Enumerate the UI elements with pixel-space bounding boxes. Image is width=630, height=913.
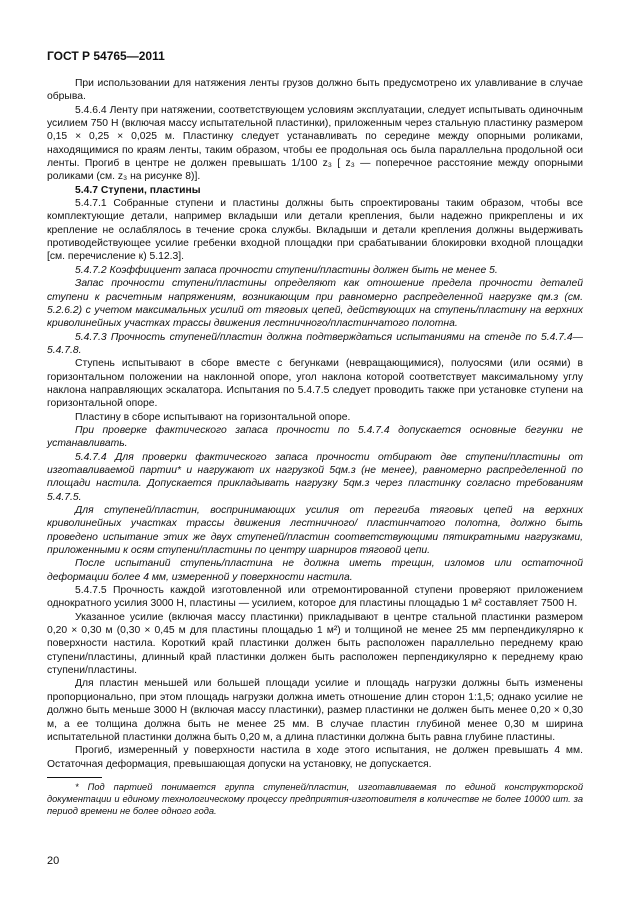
paragraph: Запас прочности ступени/пластины определяют как отношение предела прочности деталей ступени к расчетным напряжениям, возникающим при равномерно распределенной нагрузке qм.з (см. 5.2.6.2) с учетом максимальных усилий от тяговых цепей, действующих на ступень/пластину на верхних криволинейных участках трассы движения лестничного/пластинчатого полотна. [47,278,583,330]
paragraph: 5.4.6.4 Ленту при натяжении, соответствующем условиям эксплуатации, следует испытывать одиночным усилием 750 Н (включая массу испытательной пластинки), приложенным через стальную пластинку размером 0,15 × 0,25 × 0,025 м. Пластинку следует устанавливать по середине между опорными роликами, находящимися по краям ленты, таким образом, чтобы ее продольная ось была параллельна продольной оси ленты. Прогиб в центре не должен превышать 1/100 z₃ [ z₃ — поперечное расстояние между опорными роликами (см. z₃ на рисунке 8)]. [47,104,583,183]
paragraph: Указанное усилие (включая массу пластинки) прикладывают в центре стальной пластинки размером 0,20 × 0,30 м (0,30 × 0,45 м для пластины площадью 1 м²) и толщиной не менее 25 мм перпендикулярно к поверхности настила. Короткий край пластинки должен быть расположен параллельно переднему краю ступени/пластины, длинный край пластинки должен быть расположен перпендикулярно к переднему краю ступени/пластины. [47,611,583,677]
paragraph: После испытаний ступень/пластина не должна иметь трещин, изломов или остаточной деформации более 4 мм, измеренной у поверхности настила. [47,558,583,583]
section-heading: 5.4.7 Ступени, пластины [75,184,201,196]
paragraph: Прогиб, измеренный у поверхности настила в ходе этого испытания, не должен превышать 4 мм. Остаточная деформация, превышающая допуски на установку, не допускается. [47,745,583,770]
footnote-text: * Под партией понимается группа ступеней/пластин, изготавливаемая по единой конструкторской документации и единому технологическому процессу предприятия-изготовителя в количестве не более 10000 шт. за период времени не более одного года. [47,781,583,817]
footnote [47,781,583,818]
paragraph: При использовании для натяжения ленты грузов должно быть предусмотрено их улавливание в случае обрыва. [47,78,583,103]
document-body [47,77,583,818]
paragraph: 5.4.7.2 Коэффициент запаса прочности ступени/пластины должен быть не менее 5. [75,264,498,276]
document-header: ГОСТ Р 54765—2011 [47,49,165,63]
paragraph: Пластину в сборе испытывают на горизонтальной опоре. [75,411,351,423]
paragraph: 5.4.7.5 Прочность каждой изготовленной или отремонтированной ступени проверяют приложением однократного усилия 3000 Н, пластины — усилием, которое для пластины площадью 1 м² составляет 7500 Н. [47,585,583,610]
paragraph: Для ступеней/пластин, воспринимающих усилия от перегиба тяговых цепей на верхних криволинейных участках трассы движения лестничного/ пластинчатого полотна, должно быть проведено испытание этих же двух ступеней/пластин соответствующими пятикратными нагрузками, приложенными к осям ступени/пластины по центру шарниров тяговой цепи. [47,505,583,557]
footnote-divider [47,777,102,778]
paragraph: 5.4.7.3 Прочность ступеней/пластин должна подтверждаться испытаниями на стенде по 5.4.7.4—5.4.7.8. [47,331,583,356]
paragraph: При проверке фактического запаса прочности по 5.4.7.4 допускается основные бегунки не устанавливать. [47,424,583,450]
paragraph: 5.4.7.4 Для проверки фактического запаса прочности отбирают две ступени/пластины от изготавливаемой партии* и нагружают их нагрузкой 5qм.з (не менее), равномерно распределенной по площади настила. Допускается прикладывать нагрузку 5qм.з через пластинку согласно требованиям 5.4.7.5. [47,451,583,503]
page-number: 20 [47,855,60,867]
paragraph: Для пластин меньшей или большей площади усилие и площадь нагрузки должны быть изменены пропорционально, при этом площадь нагрузки должна иметь отношение длин сторон 1:1,5; однако усилие не должно быть меньше 3000 Н (включая массу пластинки), размер пластинки не должен быть менее 0,20 × 0,30 м, а ее толщина должна быть не менее 25 мм. В случае пластин глубиной менее 0,30 м ширина испытательной пластинки должна быть 0,20 м, а длина пластинки должна быть равна глубине пластины. [47,678,583,743]
paragraph: 5.4.7.1 Собранные ступени и пластины должны быть спроектированы таким образом, чтобы все комплектующие детали, например вкладыши или детали крепления, были надежно прикреплены и их крепление не ослаблялось в течение срока службы. Вкладыши и детали крепления должны выдерживать противодействующее усилие гребенки входной площадки при срабатывании блокировки входной площадки [см. перечисление к) 5.12.3]. [47,198,583,263]
paragraph: Ступень испытывают в сборе вместе с бегунками (невращающимися), полуосями (или осями) в горизонтальном положении на наклонной опоре, угол наклона которой соответствует максимальному углу наклона направляющих эскалатора. Испытания по 5.4.7.5 следует проводить также при установке ступени на горизонтальной опоре. [47,358,583,410]
